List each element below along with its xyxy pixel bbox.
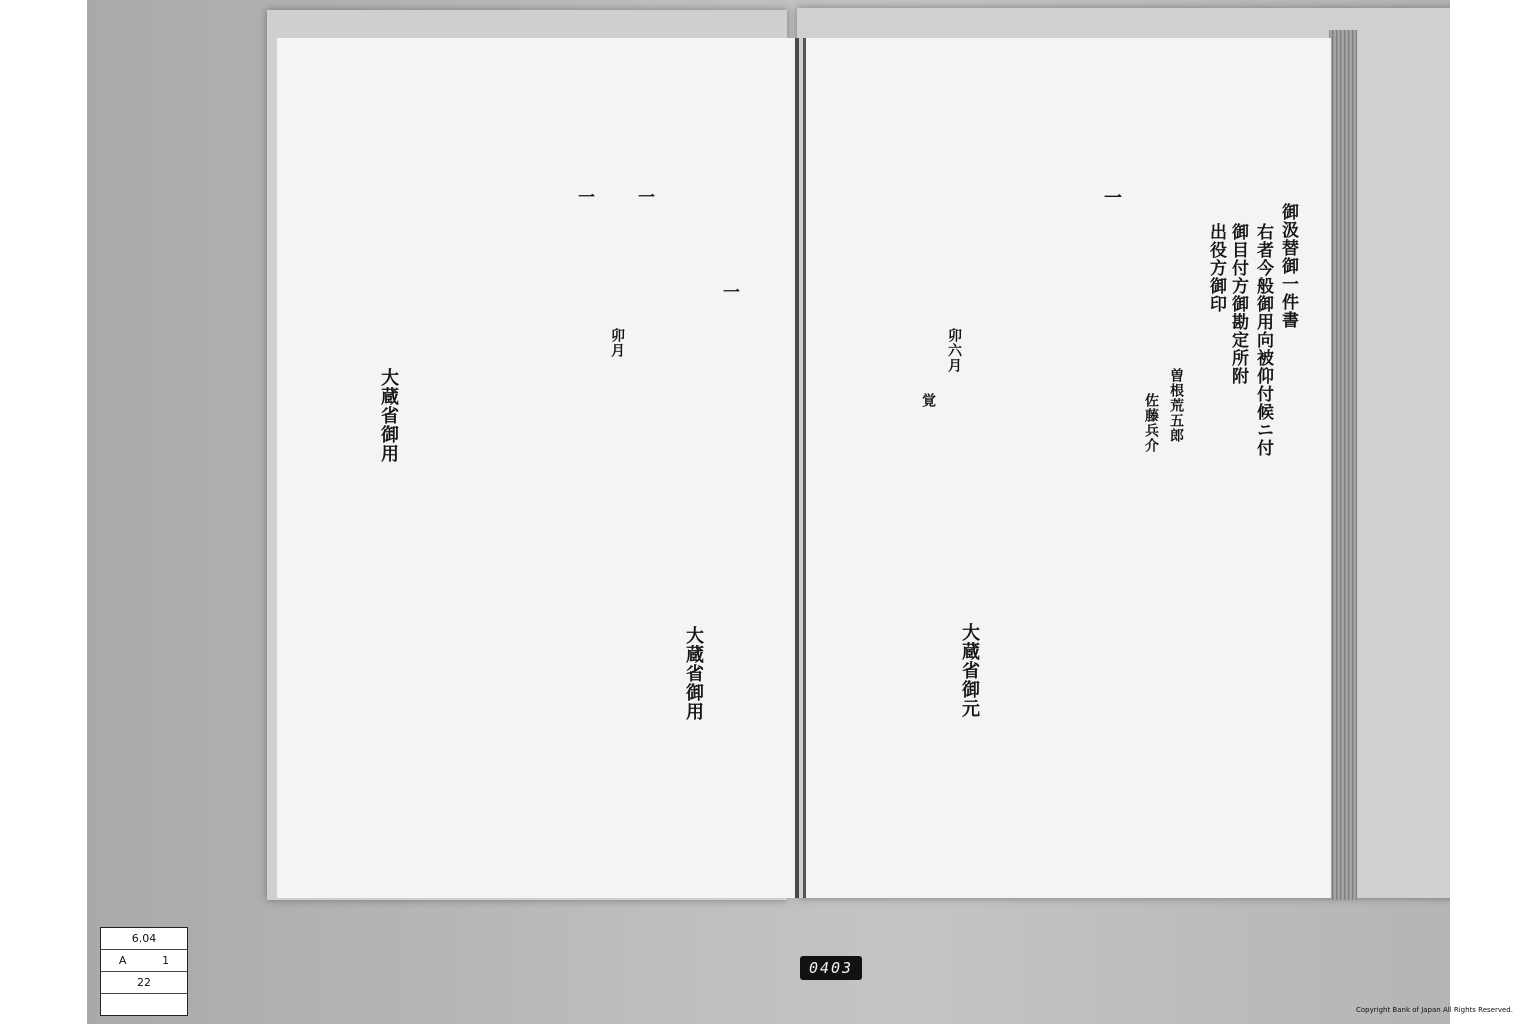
catalog-label-card (100, 927, 188, 1016)
label-line-1: 6.04 (101, 928, 187, 950)
copyright-notice: Copyright Bank of Japan All Rights Reserved. (1356, 1006, 1513, 1014)
right-column-1: 御汲替御一件書 (1278, 203, 1298, 329)
right-item-mark: 一 (1101, 188, 1122, 207)
archive-photograph (87, 0, 1450, 1024)
label-line-2 (101, 950, 187, 972)
label-line-3: 22 (101, 972, 187, 994)
right-column-6: 佐藤兵介 (1143, 393, 1159, 453)
frame-number: 0403 (800, 956, 862, 980)
left-seal-2: 大蔵省御用 (378, 368, 399, 463)
label-line-2-left: A (118, 954, 127, 967)
right-column-2: 右者今般御用向被仰付候ニ付 (1253, 223, 1273, 457)
left-column-3: 一 (574, 188, 594, 206)
right-column-4: 出役方御印 (1206, 223, 1226, 313)
right-seal: 大蔵省御元 (959, 623, 980, 718)
right-column-5: 曽根荒五郎 (1168, 368, 1184, 443)
right-date: 卯六月 (946, 328, 962, 373)
left-seal-1: 大蔵省御用 (683, 626, 704, 721)
right-memo: 覚 (920, 393, 936, 408)
left-column-1: 一 (719, 283, 739, 301)
left-column-4: 卯月 (609, 328, 625, 358)
left-page (277, 38, 799, 898)
right-page (803, 38, 1331, 898)
label-line-2-right: 1 (162, 954, 170, 967)
right-column-3: 御目付方御勘定所附 (1228, 223, 1248, 385)
left-column-2: 一 (634, 188, 654, 206)
book-edge (1329, 30, 1357, 900)
label-line-4 (101, 994, 187, 1015)
